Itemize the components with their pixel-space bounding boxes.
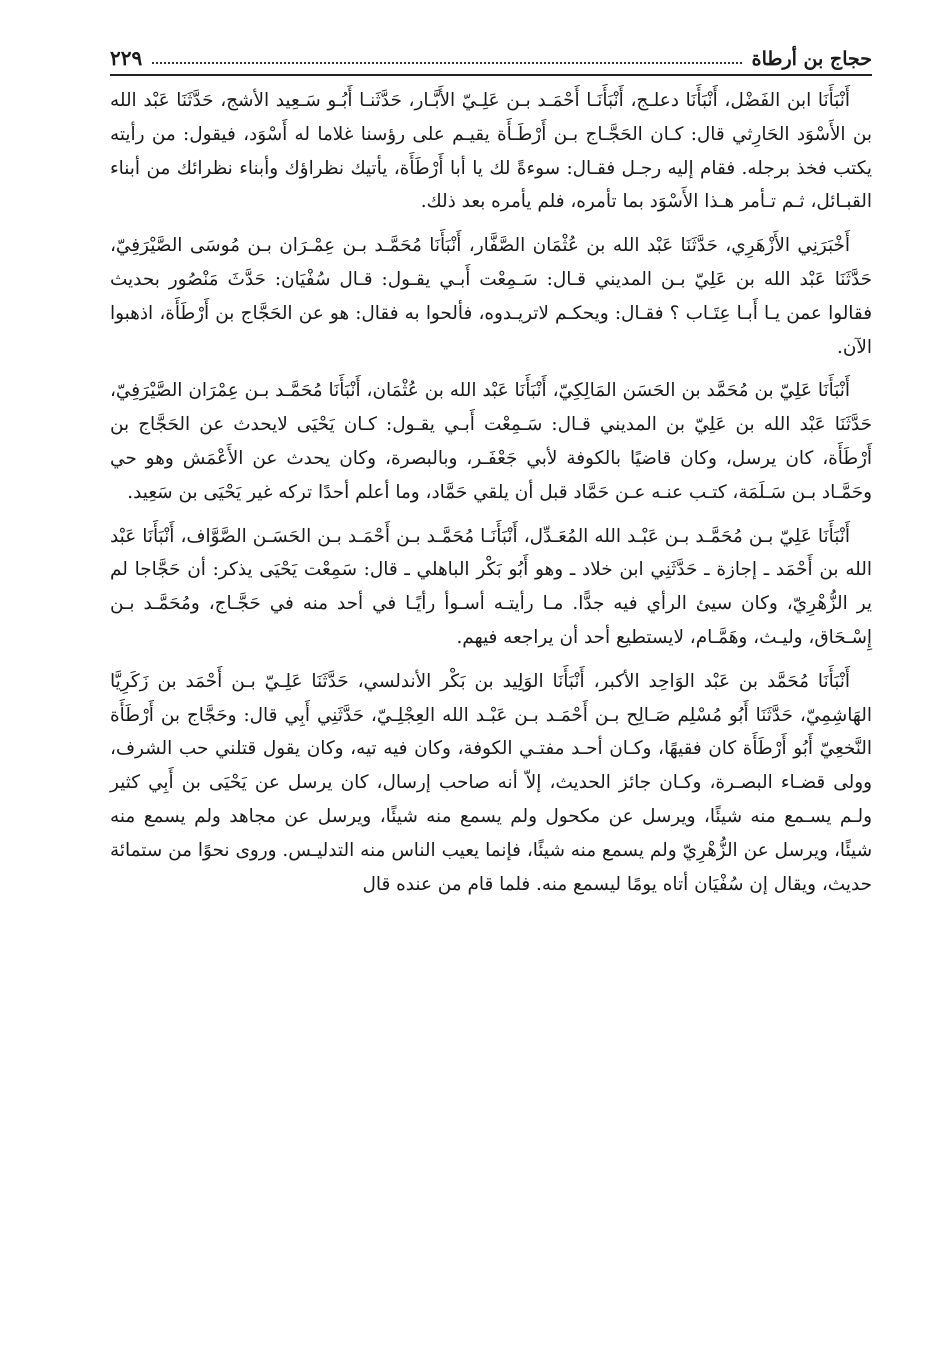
running-header: [110, 38, 872, 76]
paragraph: أَنْبَأَنَا ابن الفَضْل، أَنْبَأَنَا دعلـج، أَنْبَأَنَـا أَحْمَـد بـن عَلِـيّ الأَبَّـار، حَدَّثَنـا أَبُـو سَـعِيد الأشج، حَدَّثَنَا عَبْد الله بن الأَسْوَد الحَارِثي قال: كـان الحَجَّـاج بـن أَرْطَـأَة يقيـم على رؤسنا غلاما له أَسْوَد، فيقول: من رأيته يكتب فخذ برجله. فقام إليه رجـل فقـال: سوءةً لك يا أبا أَرْطَأَة، يأتيك نظراؤك وأبناء نظرائك من أبناء القبـائل، ثـم تـأمر هـذا الأَسْوَد بما تأمره، فلم يأمره بعد ذلك.: [110, 90, 872, 213]
paragraph: أَنْبَأَنَا عَلِيّ بن مُحَمَّد بن الحَسَن المَالِكِيّ، أَنْبَأَنَا عَبْد الله بن عُثْمَان، أَنْبَأَنَا مُحَمَّـد بـن عِمْرَان الصَّيْرَفِيّ، حَدَّثَنَا عَبْد الله بن عَلِيّ بن المديني قـال: سَـمِعْت أَبـي يقـول: كـان يَحْيَى لايحدث عن الحَجَّاج بن أَرْطَأَة، كان يرسل، وكان قاضيًا بالكوفة لأبي جَعْفَـر، وبالبصرة، وكان يحدث عن الأَعْمَش وهو حي وحَمَّـاد بـن سَـلَمَة، كتـب عنـه عـن حَمَّاد قبل أن يلقي حَمَّاد، وما أعلم أحدًا تركه غير يَحْيَى بن سَعِيد.: [110, 380, 872, 503]
header-title: حجاج بن أرطاة: [751, 48, 872, 70]
paragraph: أَنْبَأَنَا عَلِيّ بـن مُحَمَّـد بـن عَبْـد الله المُعَـدِّل، أَنْبَأَنَـا مُحَمَّـد بـن أَحْمَـد بـن الحَسَـن الصَّوَّاف، أَنْبَأَنَا عَبْد الله بن أَحْمَد ـ إجازة ـ حَدَّثَنِي ابن خلاد ـ وهو أَبُو بَكْر الباهلي ـ قال: سَمِعْت يَحْيَى يذكر: أن حَجَّاجا لم ير الزُّهْرِيّ، وكان سيئ الرأي فيه جدًّا. مـا رأيتـه أسـوأ رأيًـا في أحد منه في حَجَّـاج، ومُحَمَّـد بـن إِسْـحَاق، وليـث، وهَمَّـام، لايستطيع أحد أن يراجعه فيهم.: [110, 525, 872, 648]
page-body: [110, 84, 872, 901]
header-leader-dots: [152, 62, 741, 64]
page-number: ٢٢٩: [110, 46, 143, 70]
book-page: [110, 38, 872, 1328]
paragraph: أَخْبَرَنِي الأَزْهَرِي، حَدَّثَنَا عَبْد الله بن عُثْمَان الصَّفَّار، أَنْبَأَنَا مُحَمَّـد بـن عِمْـرَان بـن مُوسَى الصَّيْرَفِيّ، حَدَّثَنَا عَبْد الله بن عَلِيّ بـن المديني قـال: سَـمِعْت أَبـي يقـول: قـال سُفْيَان: حَدَّثَ مَنْصُور بحديث فقالوا عمن يـا أَبـا عِتَـاب ؟ فقـال: ويحكـم لاتريـدوه، فألحوا به فقال: هو عن الحَجَّاج بن أَرْطَأَة، اذهبوا الآن.: [110, 235, 872, 358]
paragraph: أَنْبَأَنَا مُحَمَّد بن عَبْد الوَاحِد الأكبر، أَنْبَأَنَا الوَلِيد بن بَكْر الأندلسي، حَدَّثَنَا عَلِـيّ بـن أَحْمَد بن زَكَرِيَّا الهَاشِمِيّ، حَدَّثَنَا أَبُو مُسْلِم صَـالِح بـن أَحْمَـد بـن عَبْـد الله العِجْلِـيّ، حَدَّثَنِي أَبِي قال: وحَجَّاج بن أَرْطَأَة النَّخعِيّ أَبُو أَرْطَأَة كان فقيهًا، وكـان أحـد مفتـي الكوفة، وكان فيه تيه، وكان يقول قتلني حب الشرف، وولى قضـاء البصـرة، وكـان جائز الحديث، إلاّ أنه صاحب إرسال، كان يرسل عن يَحْيَى بن أَبِي كثير ولـم يسـمع منه شيئًا، ويرسل عن مكحول ولم يسمع منه شيئًا، ويرسل عن مجاهد ولم يسمع منه شيئًا، ويرسل عن الزُّهْرِيّ ولم يسمع منه شيئًا، فإنما يعيب الناس منه التدليـس. وروى نحوًا من ستمائة حديث، ويقال إن سُفْيَان أتاه يومًا ليسمع منه. فلما قام من عنده قال: [110, 670, 872, 895]
